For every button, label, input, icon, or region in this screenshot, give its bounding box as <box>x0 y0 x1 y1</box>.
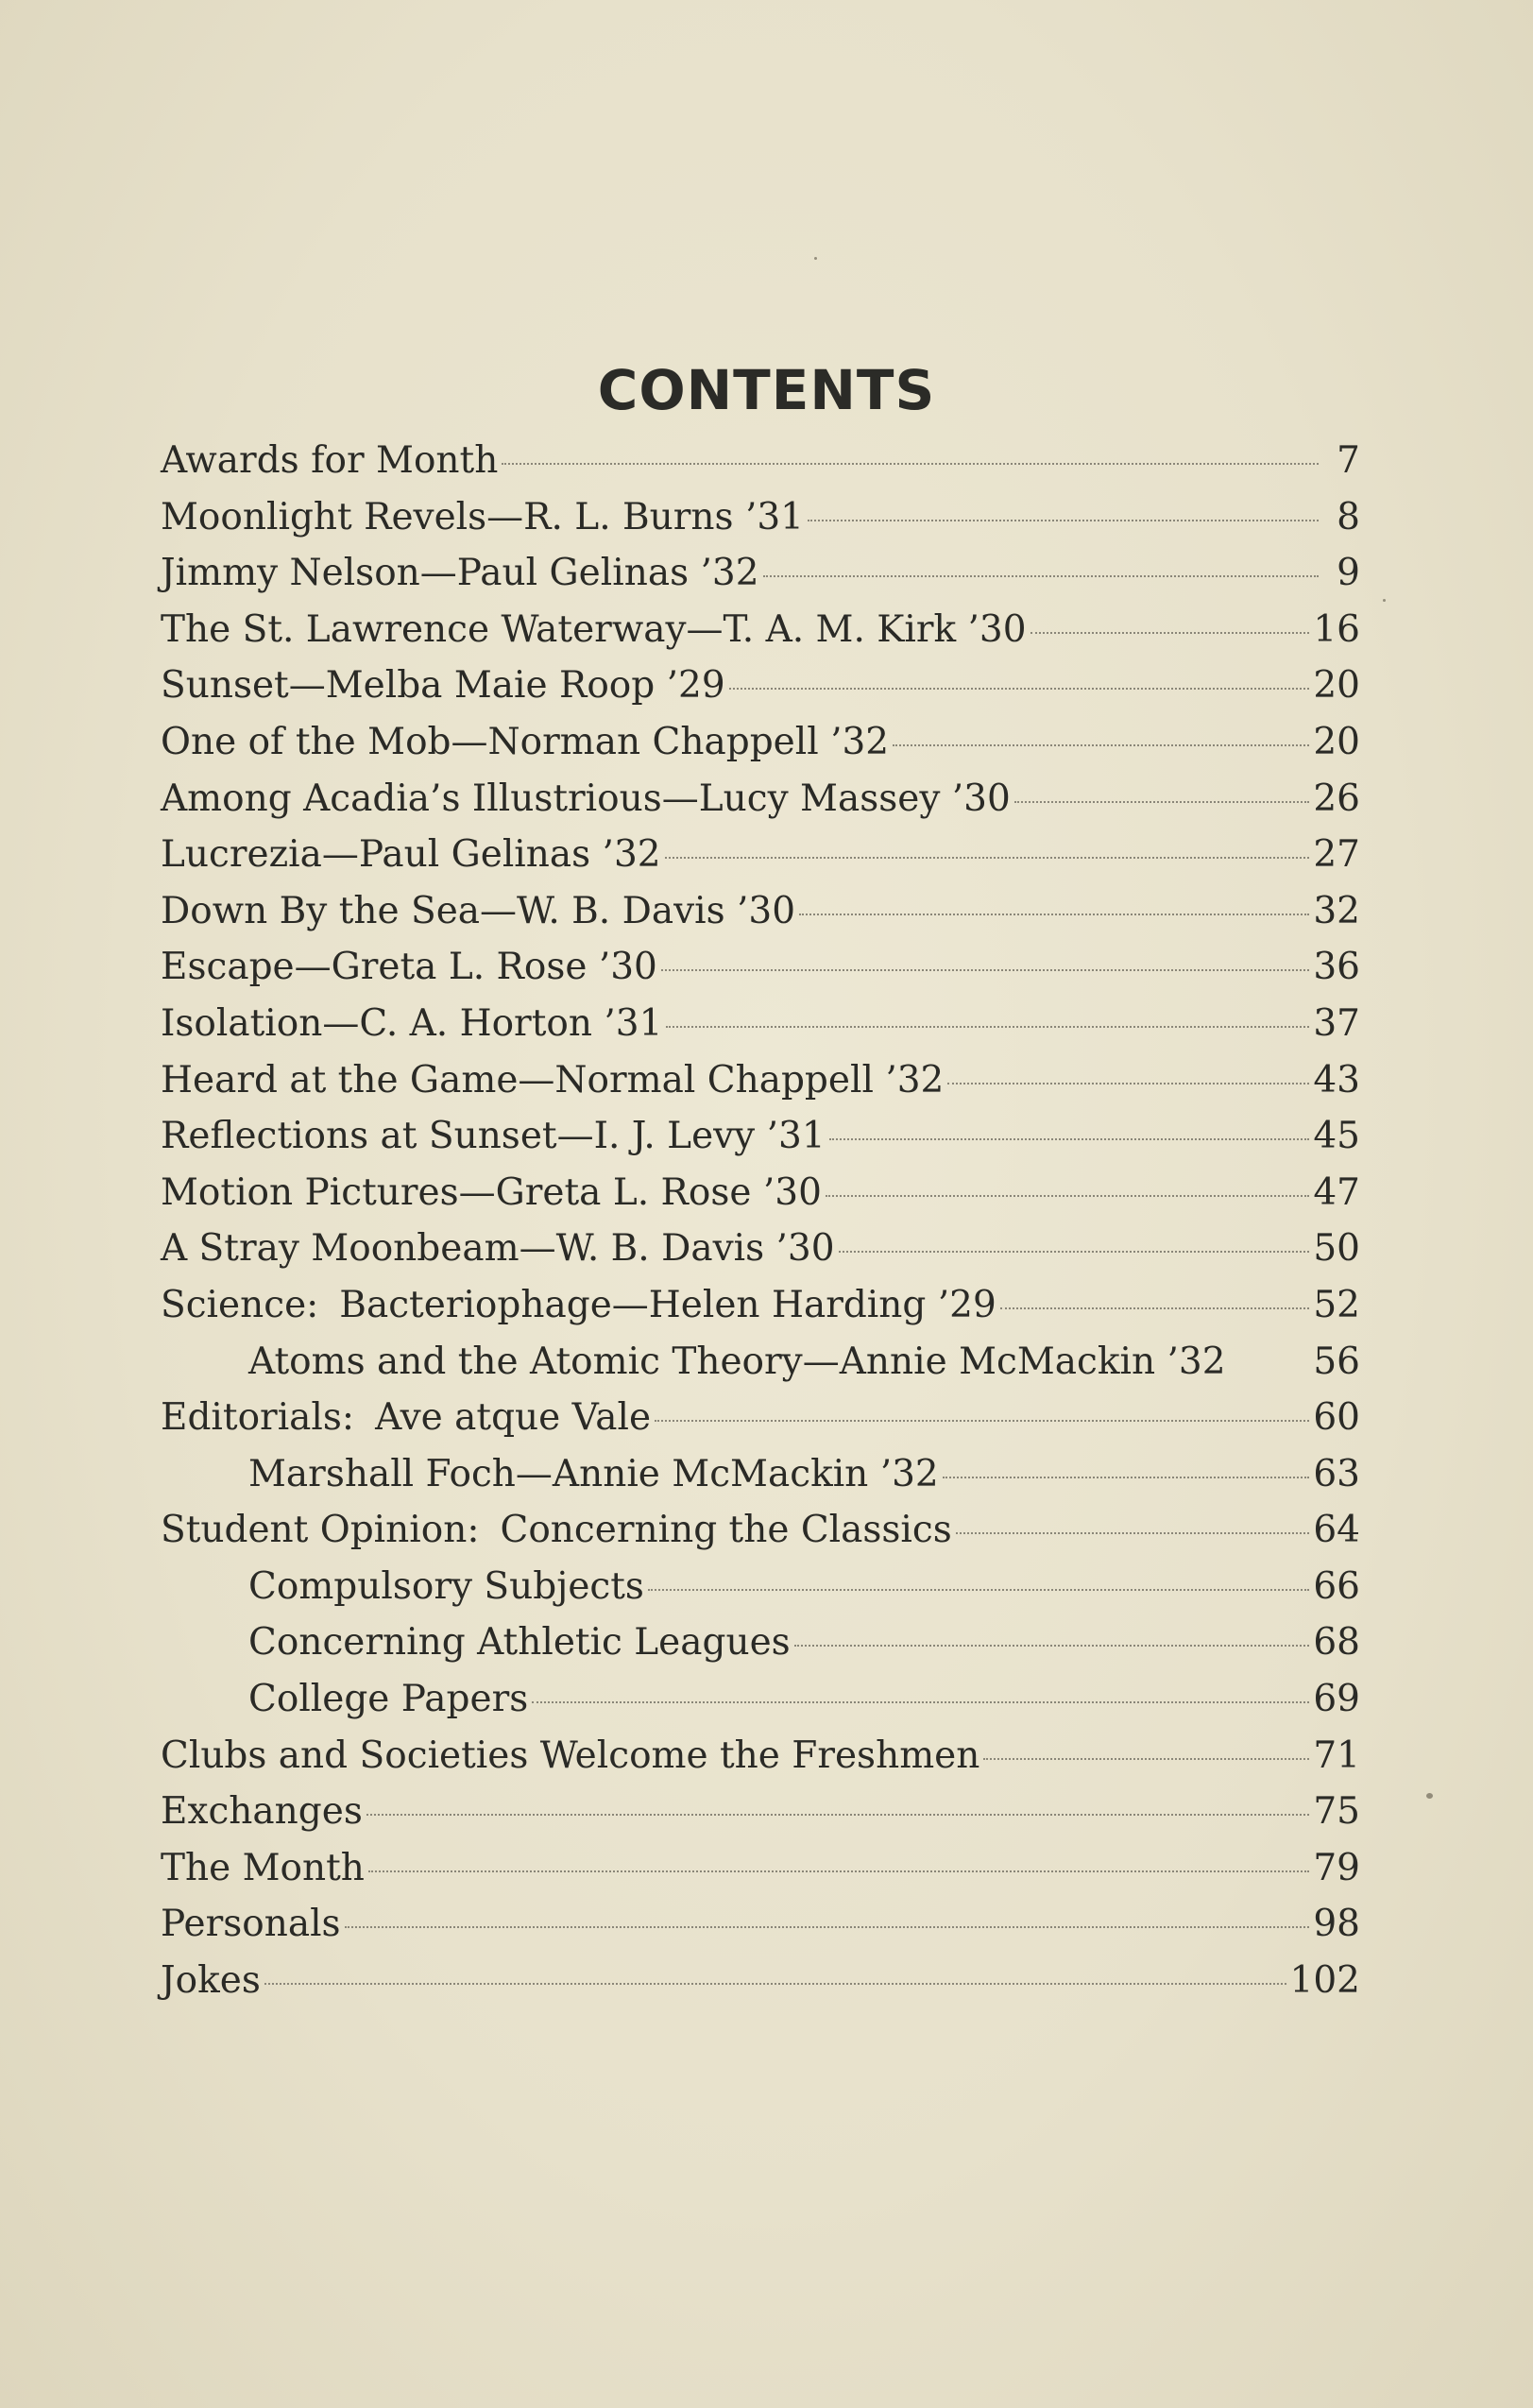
dot-leader <box>665 857 1310 859</box>
entry-label <box>161 939 657 996</box>
entry-title: Exchanges <box>161 1790 363 1834</box>
entry-title: Concerning Athletic Leagues <box>248 1621 791 1665</box>
entry-title: Among Acadia’s Illustrious—Lucy Massey ’30 <box>161 777 1011 820</box>
entry-page-number: 47 <box>1313 1170 1360 1214</box>
entry-page-number: 45 <box>1313 1115 1360 1158</box>
entry-label <box>248 1671 528 1728</box>
entry-page-number: 9 <box>1337 552 1360 595</box>
entry-label <box>161 996 662 1052</box>
entry-page-number: 102 <box>1289 1959 1360 2003</box>
entry-label <box>161 1953 261 2009</box>
dot-leader <box>368 1870 1309 1872</box>
dot-leader <box>661 969 1309 971</box>
entry-page-number: 52 <box>1313 1283 1360 1326</box>
entry-page-number: 8 <box>1337 495 1360 538</box>
entry-section: Editorials: <box>161 1396 355 1440</box>
contents-entry <box>161 996 1360 1052</box>
contents-entry <box>161 489 1360 546</box>
dot-leader <box>947 1083 1309 1084</box>
contents-entry <box>161 1446 1360 1503</box>
entry-label <box>161 714 889 771</box>
dot-leader <box>366 1814 1310 1816</box>
entry-page-number: 26 <box>1313 777 1360 820</box>
contents-entry <box>161 433 1360 489</box>
entry-label <box>161 827 661 883</box>
dot-leader <box>826 1195 1309 1197</box>
contents-entry <box>161 1840 1360 1897</box>
entry-page-number: 43 <box>1313 1058 1360 1102</box>
entry-title: Down By the Sea—W. B. Davis ’30 <box>161 889 796 932</box>
dot-leader <box>799 914 1309 915</box>
entry-title: Moonlight Revels—R. L. Burns ’31 <box>161 495 804 538</box>
dot-leader <box>956 1532 1310 1534</box>
contents-entry <box>161 1108 1360 1165</box>
entry-label <box>161 433 498 489</box>
entry-label <box>161 771 1011 828</box>
entry-label <box>161 1277 996 1334</box>
entry-label <box>161 1165 822 1221</box>
entry-title: College Papers <box>248 1678 529 1721</box>
dot-leader <box>666 1026 1309 1028</box>
dot-leader <box>502 463 1319 465</box>
entry-label <box>248 1559 644 1615</box>
paper-speck <box>814 257 817 260</box>
entry-title: Escape—Greta L. Rose ’30 <box>161 946 657 989</box>
contents-entry <box>161 1277 1360 1334</box>
entry-page-number: 79 <box>1313 1846 1360 1889</box>
dot-leader <box>839 1251 1310 1253</box>
entry-page-number: 69 <box>1313 1678 1360 1721</box>
entry-title: Lucrezia—Paul Gelinas ’32 <box>161 833 661 877</box>
entry-section: Student Opinion: <box>161 1509 480 1552</box>
entry-title: Awards for Month <box>161 439 499 482</box>
dot-leader <box>943 1477 1310 1478</box>
entry-label <box>248 1446 939 1503</box>
contents-entry <box>161 545 1360 602</box>
dot-leader <box>763 575 1319 577</box>
entry-title: Ave atque Vale <box>375 1396 652 1440</box>
entry-page-number: 66 <box>1313 1564 1360 1608</box>
dot-leader <box>829 1138 1310 1140</box>
entry-title: Bacteriophage—Helen Harding ’29 <box>339 1283 996 1326</box>
contents-list <box>161 433 1360 2009</box>
entry-title: Heard at the Game—Normal Chappell ’32 <box>161 1058 945 1102</box>
entry-label <box>161 602 1027 658</box>
dot-leader <box>808 520 1319 521</box>
contents-entry <box>161 1502 1360 1559</box>
contents-entry <box>161 1559 1360 1615</box>
dot-leader <box>648 1589 1309 1591</box>
entry-label <box>161 489 804 546</box>
contents-entry <box>161 658 1360 714</box>
contents-entry <box>161 1052 1360 1109</box>
contents-entry <box>161 883 1360 940</box>
dot-leader <box>1014 801 1310 803</box>
contents-entry <box>161 771 1360 828</box>
entry-label <box>248 1614 791 1671</box>
entry-page-number: 50 <box>1313 1227 1360 1271</box>
entry-label <box>161 658 725 714</box>
dot-leader <box>1000 1307 1310 1309</box>
entry-title: Clubs and Societies Welcome the Freshmen <box>161 1733 980 1777</box>
contents-entry <box>161 1614 1360 1671</box>
entry-title: Reflections at Sunset—I. J. Levy ’31 <box>161 1115 826 1158</box>
entry-title: Marshall Foch—Annie McMackin ’32 <box>248 1452 939 1495</box>
entry-title: One of the Mob—Norman Chappell ’32 <box>161 720 890 763</box>
contents-entry <box>161 1728 1360 1785</box>
entry-page-number: 98 <box>1313 1903 1360 1946</box>
dot-leader <box>1031 632 1310 634</box>
contents-entry <box>161 827 1360 883</box>
entry-label <box>248 1334 1226 1391</box>
contents-entry <box>161 1390 1360 1446</box>
entry-page-number: 71 <box>1313 1733 1360 1777</box>
entry-label <box>161 1390 651 1446</box>
entry-page-number: 32 <box>1313 889 1360 932</box>
contents-entry <box>161 1334 1360 1391</box>
entry-title: Atoms and the Atomic Theory—Annie McMackin ’32 <box>248 1340 1226 1383</box>
entry-page-number: 75 <box>1313 1790 1360 1834</box>
paper-speck <box>1383 599 1386 602</box>
entry-label <box>161 1108 826 1165</box>
entry-page-number: 20 <box>1313 664 1360 708</box>
entry-page-number: 27 <box>1313 833 1360 877</box>
entry-page-number: 60 <box>1313 1396 1360 1440</box>
entry-title: Compulsory Subjects <box>248 1564 644 1608</box>
entry-title: A Stray Moonbeam—W. B. Davis ’30 <box>161 1227 835 1271</box>
entry-page-number: 68 <box>1313 1621 1360 1665</box>
entry-page-number: 20 <box>1313 720 1360 763</box>
entry-label <box>161 1784 363 1840</box>
entry-title: Sunset—Melba Maie Roop ’29 <box>161 664 725 708</box>
contents-entry <box>161 714 1360 771</box>
dot-leader <box>655 1420 1309 1422</box>
entry-label <box>161 1052 944 1109</box>
entry-title: Motion Pictures—Greta L. Rose ’30 <box>161 1170 822 1214</box>
entry-page-number: 37 <box>1313 1001 1360 1045</box>
entry-label <box>161 1840 365 1897</box>
entry-label <box>161 1896 341 1953</box>
entry-page-number: 7 <box>1337 439 1360 482</box>
entry-title: Jokes <box>161 1959 261 2003</box>
entry-page-number: 63 <box>1313 1452 1360 1495</box>
contents-entry <box>161 1896 1360 1953</box>
dot-leader <box>893 744 1309 746</box>
entry-page-number: 36 <box>1313 946 1360 989</box>
contents-entry <box>161 939 1360 996</box>
dot-leader <box>794 1645 1310 1647</box>
entry-label <box>161 1221 835 1277</box>
entry-page-number: 56 <box>1313 1340 1360 1383</box>
entry-title: Isolation—C. A. Horton ’31 <box>161 1001 663 1045</box>
entry-title: The Month <box>161 1846 365 1889</box>
entry-section: Science: <box>161 1283 319 1326</box>
contents-entry <box>161 1953 1360 2009</box>
entry-title: Jimmy Nelson—Paul Gelinas ’32 <box>161 552 759 595</box>
entry-label <box>161 883 795 940</box>
entry-title: Concerning the Classics <box>500 1509 952 1552</box>
dot-leader <box>264 1983 1286 1985</box>
dot-leader <box>983 1758 1309 1760</box>
entry-label <box>161 545 759 602</box>
page-title: CONTENTS <box>597 357 936 422</box>
entry-title: Personals <box>161 1903 341 1946</box>
contents-entry <box>161 602 1360 658</box>
contents-entry <box>161 1165 1360 1221</box>
paper-speck <box>1426 1793 1433 1799</box>
dot-leader <box>729 688 1310 690</box>
entry-page-number: 64 <box>1313 1509 1360 1552</box>
entry-label <box>161 1502 952 1559</box>
entry-title: The St. Lawrence Waterway—T. A. M. Kirk ’30 <box>161 607 1027 651</box>
contents-entry <box>161 1671 1360 1728</box>
entry-label <box>161 1728 979 1785</box>
contents-entry <box>161 1221 1360 1277</box>
dot-leader <box>345 1926 1310 1928</box>
contents-entry <box>161 1784 1360 1840</box>
dot-leader <box>532 1701 1309 1703</box>
entry-page-number: 16 <box>1313 607 1360 651</box>
